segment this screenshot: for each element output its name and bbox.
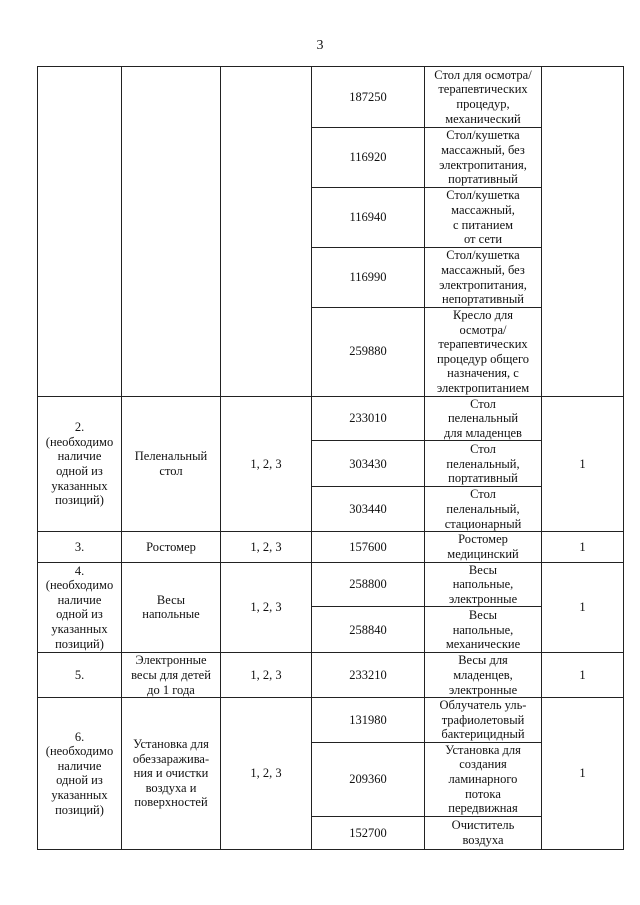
code-cell: 233210 [312,653,425,698]
row-number-cell [38,67,122,397]
code-name-cell: Весы напольные, электронные [425,562,542,607]
code-name-cell: Облучатель уль- трафиолетовый бактерицидный [425,698,542,743]
code-cell: 131980 [312,698,425,743]
code-cell: 209360 [312,742,425,816]
code-name-cell: Стол пеленальный, стационарный [425,487,542,532]
table-body [38,67,624,850]
code-cell: 116990 [312,248,425,308]
code-cell: 258800 [312,562,425,607]
code-name-cell: Стол пеленальный, портативный [425,441,542,487]
code-name-cell: Стол для осмотра/ терапевтических процедур, механический [425,67,542,128]
code-name-cell: Весы напольные, механические [425,607,542,653]
code-cell: 157600 [312,532,425,562]
code-cell: 303430 [312,441,425,487]
code-cell: 116920 [312,128,425,188]
equipment-name-cell: Электронные весы для детей до 1 года [122,653,221,698]
reference-cell: 1, 2, 3 [221,532,312,562]
page-number: 3 [316,38,324,53]
reference-cell [221,67,312,397]
quantity-cell: 1 [542,653,624,698]
table-row [38,67,624,128]
row-number-cell: 3. [38,532,122,562]
code-cell: 116940 [312,188,425,248]
code-cell: 303440 [312,487,425,532]
table-row [38,653,624,698]
reference-cell: 1, 2, 3 [221,396,312,532]
code-name-cell: Очиститель воздуха [425,816,542,849]
code-cell: 152700 [312,816,425,849]
code-cell: 259880 [312,308,425,397]
quantity-cell: 1 [542,562,624,653]
equipment-name-cell: Установка для обеззаражива- ния и очистки воздуха и поверхностей [122,698,221,850]
quantity-cell: 1 [542,532,624,562]
equipment-name-cell [122,67,221,397]
row-number-cell: 5. [38,653,122,698]
row-number-cell: 2. (необходимо наличие одной из указанных позиций) [38,396,122,532]
row-number-cell: 6. (необходимо наличие одной из указанных позиций) [38,698,122,850]
code-cell: 233010 [312,396,425,441]
equipment-name-cell: Ростомер [122,532,221,562]
equipment-name-cell: Весы напольные [122,562,221,653]
code-name-cell: Весы для младенцев, электронные [425,653,542,698]
code-name-cell: Стол/кушетка массажный, без электропитания, портативный [425,128,542,188]
code-name-cell: Стол пеленальный для младенцев [425,396,542,441]
equipment-table [37,66,624,850]
table-row [38,396,624,441]
table-row [38,532,624,562]
code-cell: 187250 [312,67,425,128]
code-name-cell: Стол/кушетка массажный, с питанием от сети [425,188,542,248]
reference-cell: 1, 2, 3 [221,653,312,698]
code-cell: 258840 [312,607,425,653]
table-row [38,562,624,607]
code-name-cell: Установка для создания ламинарного потока передвижная [425,742,542,816]
code-name-cell: Кресло для осмотра/ терапевтических процедур общего назначения, с электропитанием [425,308,542,397]
equipment-name-cell: Пеленальный стол [122,396,221,532]
quantity-cell: 1 [542,698,624,850]
table-row [38,698,624,743]
code-name-cell: Ростомер медицинский [425,532,542,562]
reference-cell: 1, 2, 3 [221,698,312,850]
quantity-cell: 1 [542,396,624,532]
code-name-cell: Стол/кушетка массажный, без электропитания, непортативный [425,248,542,308]
quantity-cell [542,67,624,397]
row-number-cell: 4. (необходимо наличие одной из указанных позиций) [38,562,122,653]
reference-cell: 1, 2, 3 [221,562,312,653]
